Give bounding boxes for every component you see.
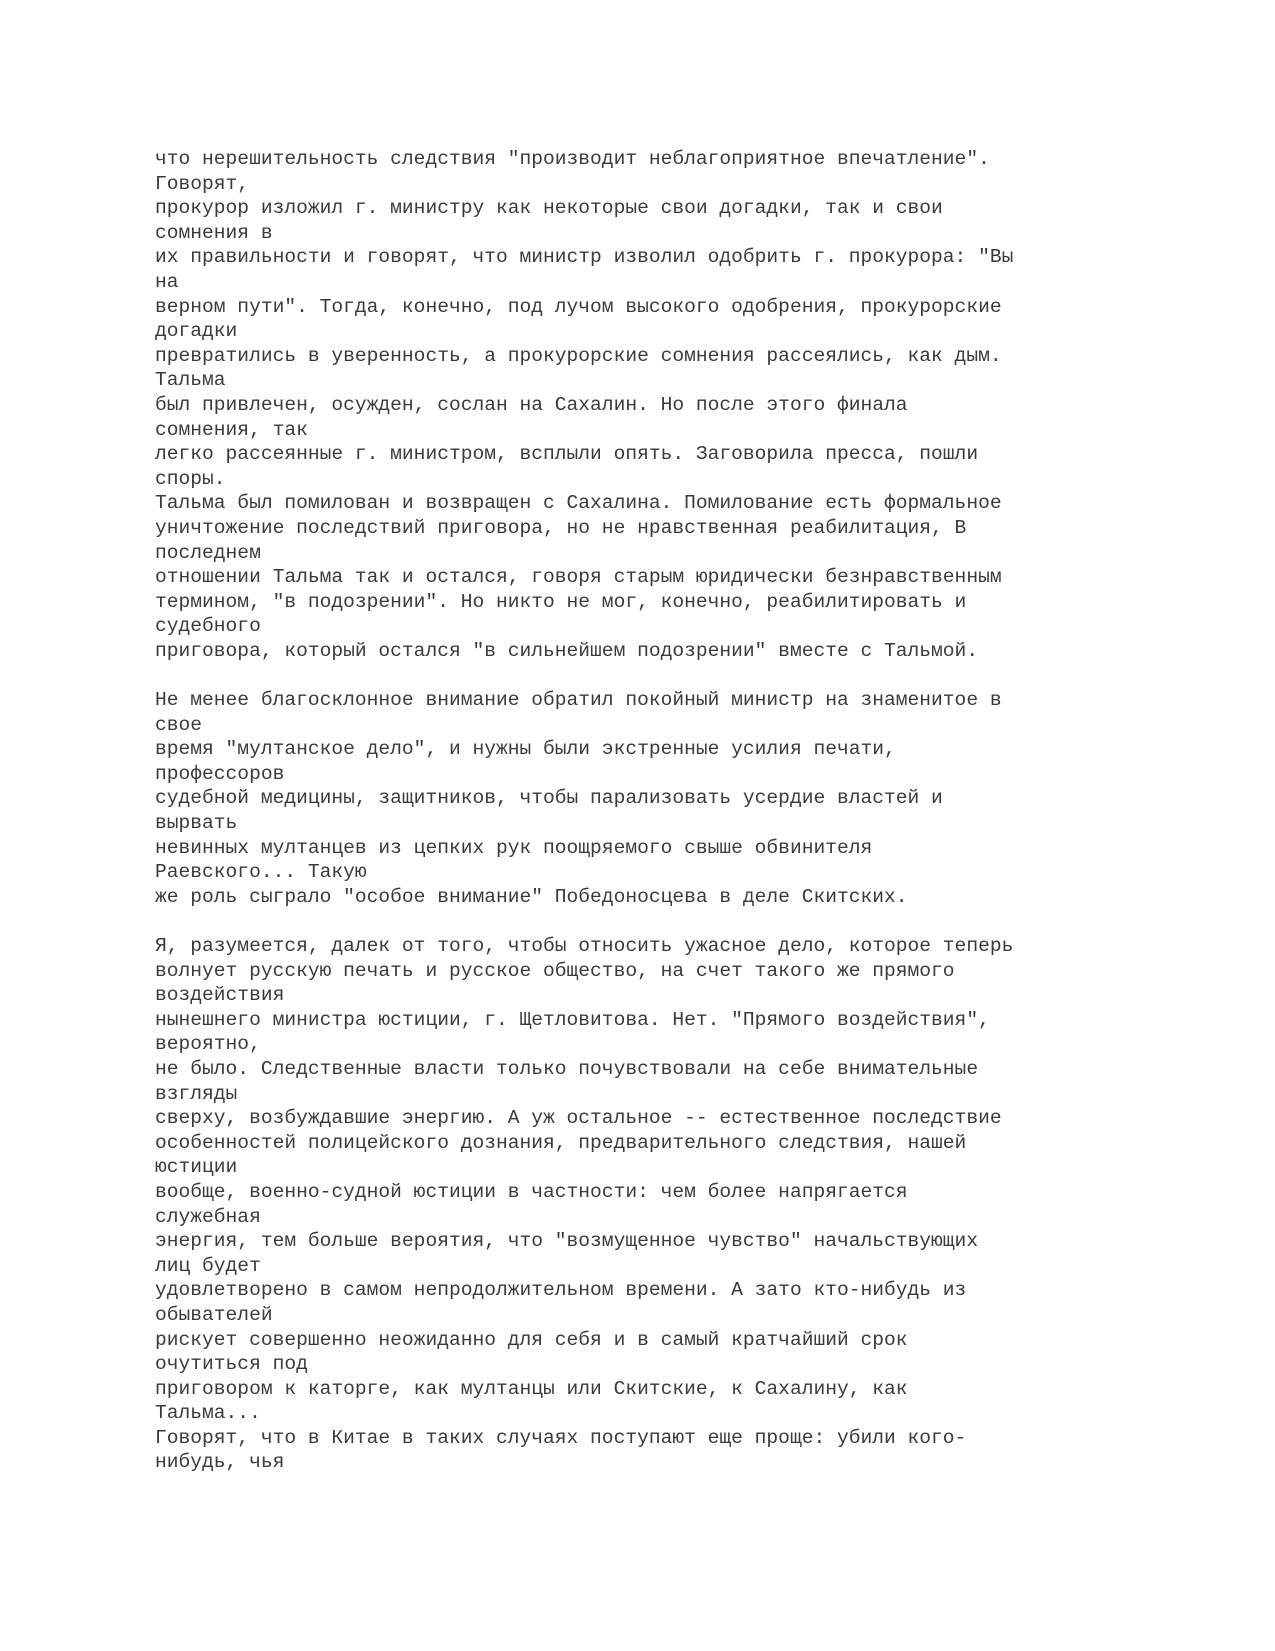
text-line: время "мултанское дело", и нужны были экстренные усилия печати, xyxy=(155,738,896,761)
text-line: сомнения в xyxy=(155,221,273,244)
text-line: их правильности и говорят, что министр изволил одобрить г. прокурора: "Вы xyxy=(155,246,1014,269)
text-line: вырвать xyxy=(155,812,238,835)
text-line: догадки xyxy=(155,320,238,343)
text-line: юстиции xyxy=(155,1156,238,1179)
text-line: воздействия xyxy=(155,984,285,1007)
text-line: энергия, тем больше вероятия, что "возмущенное чувство" начальствующих xyxy=(155,1230,979,1253)
text-line: не было. Следственные власти только почувствовали на себе внимательные xyxy=(155,1057,979,1080)
text-line: был привлечен, осужден, сослан на Сахалин. Но после этого финала xyxy=(155,393,908,416)
text-line: Тальма был помилован и возвращен с Сахалина. Помилование есть формальное xyxy=(155,492,1002,515)
text-line: профессоров xyxy=(155,762,285,785)
text-line: очутиться под xyxy=(155,1353,308,1376)
text-line: обывателей xyxy=(155,1303,273,1326)
text-line: невинных мултанцев из цепких рук поощряемого свыше обвинителя xyxy=(155,836,873,859)
text-line: Я, разумеется, далек от того, чтобы относить ужасное дело, которое теперь xyxy=(155,935,1014,957)
text-line: Не менее благосклонное внимание обратил покойный министр на знаменитое в xyxy=(155,689,1002,712)
text-line: взгляды xyxy=(155,1082,238,1105)
text-line: служебная xyxy=(155,1205,261,1228)
text-line: удовлетворено в самом непродолжительном времени. А зато кто-нибудь из xyxy=(155,1279,967,1302)
text-line xyxy=(155,663,1235,688)
text-line: легко рассеянные г. министром, всплыли опять. Заговорила пресса, пошли xyxy=(155,443,979,466)
text-line: же роль сыграло "особое внимание" Победоносцева в деле Скитских. xyxy=(155,885,908,908)
text-line: свое xyxy=(155,713,203,736)
text-line: нибудь, чья xyxy=(155,1451,285,1474)
text-line: прокурор изложил г. министру как некоторые свои догадки, так и свои xyxy=(155,197,943,220)
text-line: Тальма xyxy=(155,369,226,392)
text-line: приговором к каторге, как мултанцы или Скитские, к Сахалину, как xyxy=(155,1377,908,1400)
text-line: приговора, который остался "в сильнейшем подозрении" вместе с Тальмой. xyxy=(155,639,979,662)
text-line: отношении Тальма так и остался, говоря старым юридически безнравственным xyxy=(155,566,1002,589)
text-line xyxy=(155,909,1235,934)
text-line: верном пути". Тогда, конечно, под лучом высокого одобрения, прокурорские xyxy=(155,295,1002,318)
text-line: вероятно, xyxy=(155,1033,261,1056)
text-line: нынешнего министра юстиции, г. Щетловитова. Нет. "Прямого воздействия", xyxy=(155,1008,990,1031)
text-line: что нерешительность следствия "производит неблагоприятное впечатление". xyxy=(155,148,990,170)
text-line: рискует совершенно неожиданно для себя и в самый кратчайший срок xyxy=(155,1328,908,1351)
text-line: на xyxy=(155,270,179,293)
text-line: лиц будет xyxy=(155,1254,261,1277)
text-line: сомнения, так xyxy=(155,418,308,441)
document-text xyxy=(155,147,1235,1475)
text-line: последнем xyxy=(155,541,261,564)
text-line: превратились в уверенность, а прокурорские сомнения рассеялись, как дым. xyxy=(155,344,1002,367)
text-line: сверху, возбуждавшие энергию. А уж остальное -- естественное последствие xyxy=(155,1107,1002,1130)
text-line: Тальма... xyxy=(155,1402,261,1425)
text-line: судебной медицины, защитников, чтобы парализовать усердие властей и xyxy=(155,787,943,810)
text-line: волнует русскую печать и русское общество, на счет такого же прямого xyxy=(155,959,955,982)
text-line: особенностей полицейского дознания, предварительного следствия, нашей xyxy=(155,1131,967,1154)
text-line: вообще, военно-судной юстиции в частности: чем более напрягается xyxy=(155,1180,908,1203)
text-line: судебного xyxy=(155,615,261,638)
text-line: Раевского... Такую xyxy=(155,861,367,884)
text-line: Говорят, xyxy=(155,172,250,195)
text-line: Говорят, что в Китае в таких случаях поступают еще проще: убили кого- xyxy=(155,1426,967,1449)
text-line: уничтожение последствий приговора, но не нравственная реабилитация, В xyxy=(155,516,967,539)
text-line: споры. xyxy=(155,467,226,490)
text-line: термином, "в подозрении". Но никто не мог, конечно, реабилитировать и xyxy=(155,590,967,613)
